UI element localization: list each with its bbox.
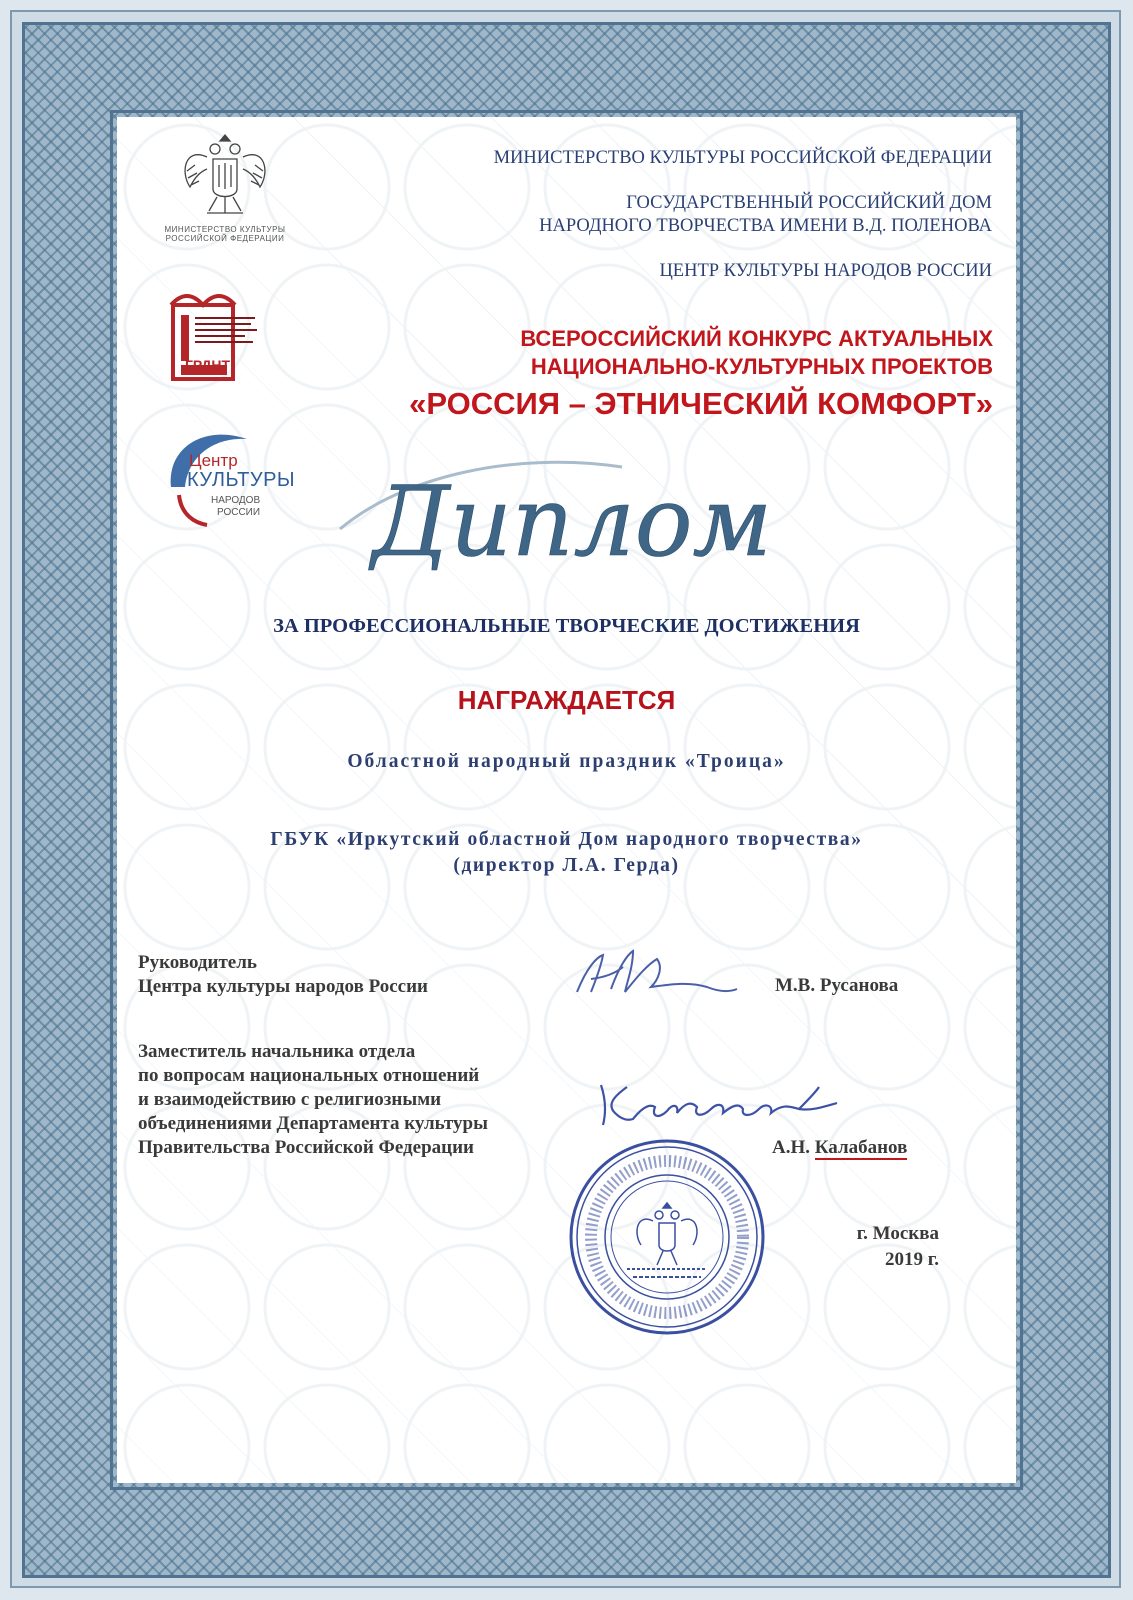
second-name-initials: А.Н. xyxy=(772,1137,810,1158)
ministry-name: МИНИСТЕРСТВО КУЛЬТУРЫ РОССИЙСКОЙ ФЕДЕРАЦИИ xyxy=(493,148,992,168)
second-name-surname: Калабанов xyxy=(814,1137,908,1158)
emblem-caption xyxy=(145,225,305,243)
awarded-text: НАГРАЖДАЕТСЯ xyxy=(457,685,676,715)
center-logo-line1: Центр xyxy=(189,451,238,470)
diploma-sheet xyxy=(117,117,1016,1483)
house-name-line2: НАРОДНОГО ТВОРЧЕСТВА ИМЕНИ В.Д. ПОЛЕНОВА xyxy=(539,216,992,236)
grdnt-logo xyxy=(167,285,279,385)
contest-line3: «РОССИЯ – ЭТНИЧЕСКИЙ КОМФОРТ» xyxy=(409,386,993,421)
emblem-caption-line2: РОССИЙСКОЙ ФЕДЕРАЦИИ xyxy=(165,234,285,243)
first-title-line1: Руководитель xyxy=(138,952,257,973)
place-date-block xyxy=(717,1221,939,1273)
second-title-line4: объединениями Департамента культуры xyxy=(138,1113,488,1134)
second-title-line2: по вопросам национальных отношений xyxy=(138,1065,480,1086)
first-title-line2: Центра культуры народов России xyxy=(138,976,428,997)
diploma-title xyxy=(322,437,822,587)
place-text: г. Москва xyxy=(856,1223,939,1244)
center-logo-line2: КУЛЬТУРЫ xyxy=(187,469,296,491)
culture-center-logo xyxy=(167,425,297,535)
contest-title xyxy=(347,325,993,424)
house-name-line1: ГОСУДАРСТВЕННЫЙ РОССИЙСКИЙ ДОМ xyxy=(626,193,992,213)
recipient-name: Областной народный праздник «Троица» xyxy=(347,751,786,772)
double-eagle-icon xyxy=(145,127,305,227)
center-logo-line4: РОССИИ xyxy=(217,507,261,518)
organization-block xyxy=(117,827,1016,879)
organization-line2: (директор Л.А. Герда) xyxy=(453,855,680,876)
emblem-caption-line1: МИНИСТЕРСТВО КУЛЬТУРЫ xyxy=(164,225,286,234)
second-signatory-title xyxy=(138,1040,608,1160)
second-signature xyxy=(593,1073,873,1133)
first-signatory-name: М.В. Русанова xyxy=(775,975,899,996)
nomination-text: ЗА ПРОФЕССИОНАЛЬНЫЕ ТВОРЧЕСКИЕ ДОСТИЖЕНИЯ xyxy=(273,615,860,637)
grdnt-label: ГРДНТ xyxy=(185,357,231,373)
center-logo-line3: НАРОДОВ xyxy=(211,495,261,506)
second-signatory-name xyxy=(772,1137,907,1159)
organization-line1: ГБУК «Иркутский областной Дом народного творчества» xyxy=(270,829,863,850)
center-name: ЦЕНТР КУЛЬТУРЫ НАРОДОВ РОССИИ xyxy=(659,261,992,281)
issuer-block xyxy=(457,147,992,283)
year-text: 2019 г. xyxy=(885,1249,939,1270)
second-title-line3: и взаимодействию с религиозными xyxy=(138,1089,442,1110)
ministry-emblem-logo xyxy=(145,127,305,257)
second-title-line5: Правительства Российской Федерации xyxy=(138,1137,474,1158)
second-title-line1: Заместитель начальника отдела xyxy=(138,1041,416,1062)
first-signatory-title xyxy=(138,951,558,999)
contest-line1: ВСЕРОССИЙСКИЙ КОНКУРС АКТУАЛЬНЫХ xyxy=(520,326,993,351)
first-signature xyxy=(567,937,747,1007)
contest-line2: НАЦИОНАЛЬНО-КУЛЬТУРНЫХ ПРОЕКТОВ xyxy=(530,354,993,379)
diploma-word: Диплом xyxy=(371,466,773,578)
